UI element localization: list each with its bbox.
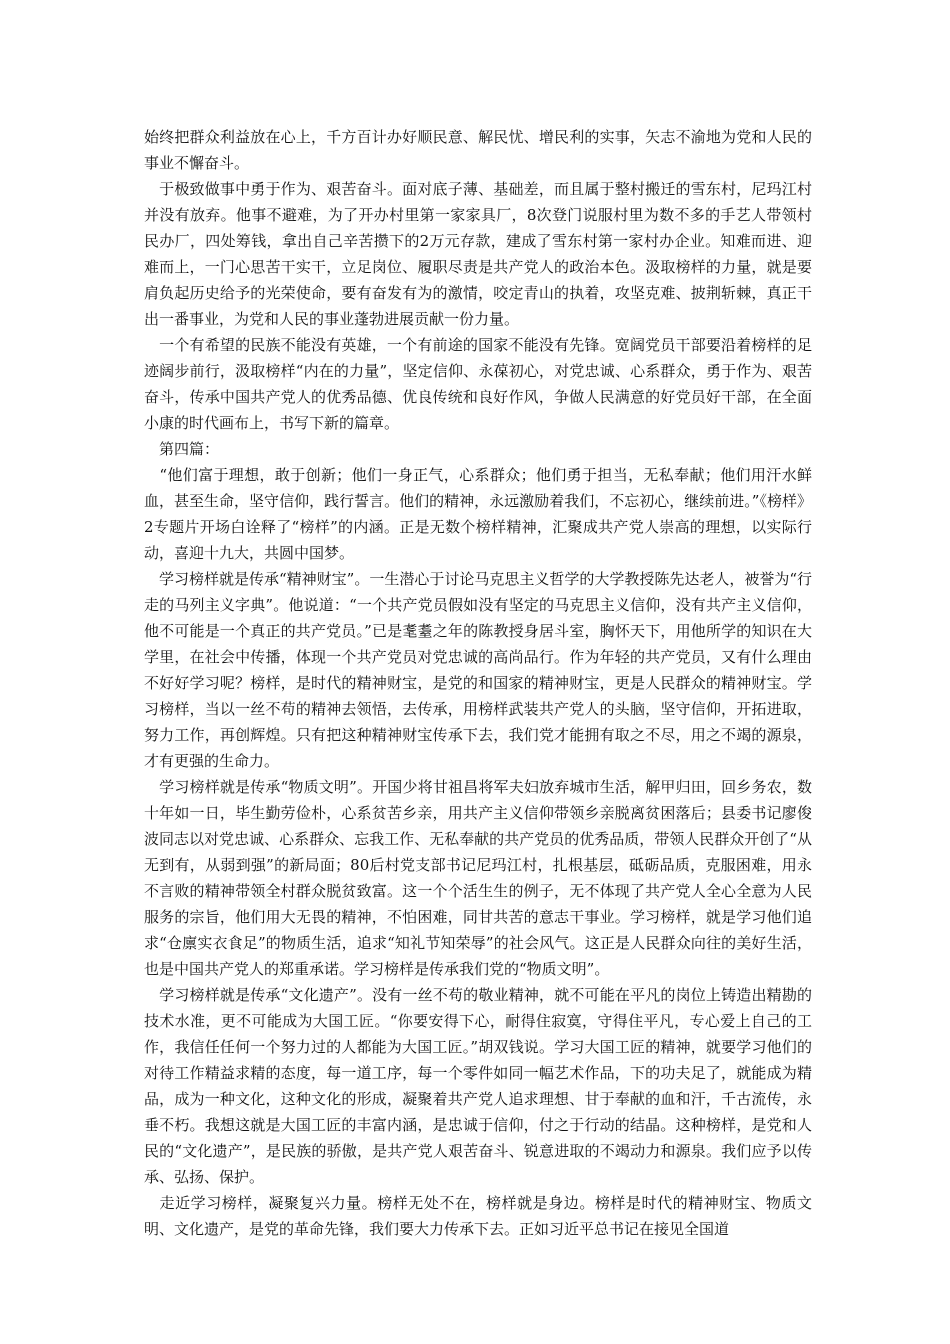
- paragraph-7: 学习榜样就是传承“物质文明”。开国少将甘祖昌将军夫妇放弃城市生活，解甲归田，回乡务农，数十年如一日，毕生勤劳俭朴，心系贫苦乡亲，用共产主义信仰带领乡亲脱离贫困落后；县委书记廖俊波同志以对党忠诚、心系群众、忘我工作、无私奉献的共产党员的优秀品质，带领人民群众开创了“从无到有，从弱到强”的新局面；80后村党支部书记尼玛江村，扎根基层，砥砺品质，克服困难，用永不言败的精神带领全村群众脱贫致富。这一个个活生生的例子，无不体现了共产党人全心全意为人民服务的宗旨，他们用大无畏的精神，不怕困难，同甘共苦的意志干事业。学习榜样，就是学习他们追求“仓廪实衣食足”的物质生活，追求“知礼节知荣辱”的社会风气。这正是人民群众向往的美好生活，也是中国共产党人的郑重承诺。学习榜样是传承我们党的“物质文明”。: [144, 778, 812, 978]
- paragraph-8: 学习榜样就是传承“文化遗产”。没有一丝不苟的敬业精神，就不可能在平凡的岗位上铸造出精勘的技术水准，更不可能成为大国工匠。“你要安得下心，耐得住寂寞，守得住平凡，专心爱上自己的工作，我信任任何一个努力过的人都能为大国工匠。”胡双钱说。学习大国工匠的精神，就要学习他们的对待工作精益求精的态度，每一道工序，每一个零件如同一幅艺术作品，下的功夫足了，就能成为精品，成为一种文化，这种文化的形成，凝聚着共产党人追求理想、甘于奉献的血和汗，千古流传，永垂不朽。我想这就是大国工匠的丰富内涵，是忠诚于信仰，付之于行动的结晶。这种榜样，是党和人民的“文化遗产”，是民族的骄傲，是共产党人艰苦奋斗、锐意进取的不竭动力和源泉。我们应予以传承、弘扬、保护。: [144, 986, 812, 1186]
- paragraph-6: 学习榜样就是传承“精神财宝”。一生潜心于讨论马克思主义哲学的大学教授陈先达老人，被誉为“行走的马列主义字典”。他说道：“一个共产党员假如没有坚定的马克思主义信仰，没有共产主义信仰，他不可能是一个真正的共产党员。”已是耄耋之年的陈教授身居斗室，胸怀天下，用他所学的知识在大学里，在社会中传播，体现一个共产党员对党忠诚的高尚品行。作为年轻的共产党员，又有什么理由不好好学习呢？榜样，是时代的精神财宝，是党的和国家的精神财宝，更是人民群众的精神财宝。学习榜样，当以一丝不苟的精神去领悟，去传承，用榜样武装共产党人的头脑，坚守信仰，开拓进取，努力工作，再创辉煌。只有把这种精神财宝传承下去，我们党才能拥有取之不尽，用之不竭的源泉，才有更强的生命力。: [144, 570, 813, 770]
- document-body: [144, 124, 812, 1242]
- paragraph-9: 走近学习榜样，凝聚复兴力量。榜样无处不在，榜样就是身边。榜样是时代的精神财宝、物质文明、文化遗产，是党的革命先锋，我们要大力传承下去。正如习近平总书记在接见全国道: [144, 1194, 812, 1238]
- paragraph-3: 一个有希望的民族不能没有英雄，一个有前途的国家不能没有先锋。宽阔党员干部要沿着榜样的足迹阔步前行，汲取榜样“内在的力量”，坚定信仰、永葆初心，对党忠诚、心系群众，勇于作为、艰苦奋斗，传承中国共产党人的优秀品德、优良传统和良好作风，争做人民满意的好党员好干部，在全面小康的时代画布上，书写下新的篇章。: [144, 336, 812, 432]
- paragraph-5: “他们富于理想，敢于创新；他们一身正气，心系群众；他们勇于担当，无私奉献；他们用汗水鲜血，甚至生命，坚守信仰，践行誓言。他们的精神，永远激励着我们，不忘初心，继续前进。”《榜样》2专题片开场白诠释了“榜样”的内涵。正是无数个榜样精神，汇聚成共产党人崇高的理想，以实际行动，喜迎十九大，共圆中国梦。: [144, 466, 812, 562]
- section-heading: 第四篇：: [144, 440, 220, 458]
- paragraph-1: 始终把群众利益放在心上，千方百计办好顺民意、解民忧、增民利的实事，矢志不渝地为党和人民的事业不懈奋斗。: [144, 128, 812, 172]
- paragraph-2: 于极致做事中勇于作为、艰苦奋斗。面对底子薄、基础差，而且属于整村搬迁的雪东村，尼玛江村并没有放弃。他事不避难，为了开办村里第一家家具厂，8次登门说服村里为数不多的手艺人带领村民办厂，四处筹钱，拿出自己辛苦攒下的2万元存款，建成了雪东村第一家村办企业。知难而进、迎难而上，一门心思苦干实干，立足岗位、履职尽责是共产党人的政治本色。汲取榜样的力量，就是要肩负起历史给予的光荣使命，要有奋发有为的激情，咬定青山的执着，攻坚克难、披荆斩棘，真正干出一番事业，为党和人民的事业蓬勃进展贡献一份力量。: [144, 180, 812, 328]
